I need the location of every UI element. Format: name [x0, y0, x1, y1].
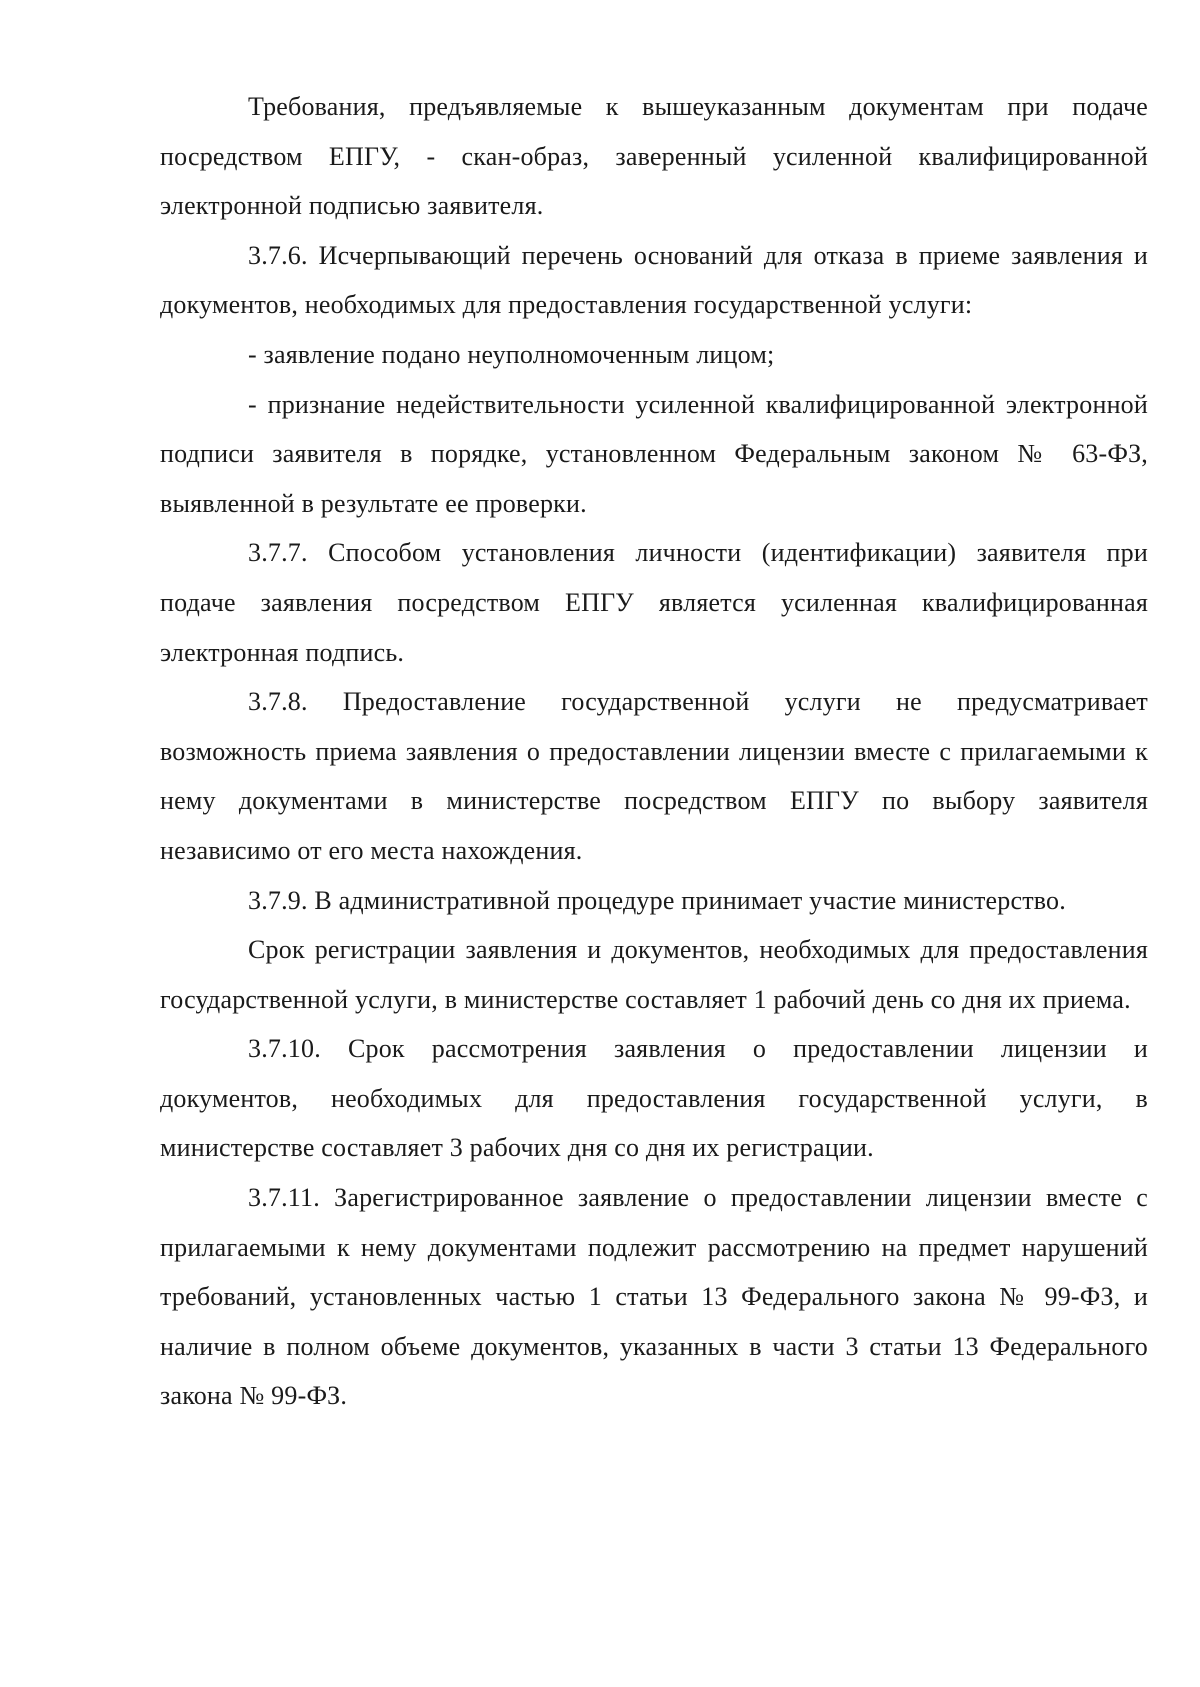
paragraph-registration-term: Срок регистрации заявления и документов, необходимых для предоставления государственной услуги, в министерстве составляет 1 рабочий день со дня их приема.	[160, 935, 1148, 1014]
paragraph-3-7-6: 3.7.6. Исчерпывающий перечень оснований для отказа в приеме заявления и документов, необходимых для предоставления государственной услуги:	[160, 240, 1148, 320]
paragraph-3-7-9: 3.7.9. В административной процедуре принимает участие министерство.	[248, 885, 1066, 915]
paragraph-refusal-item-2: - признание недействительности усиленной квалифицированной электронной подписи заявителя в порядке, установленном Федеральным законом № 63-ФЗ, выявленной в результате ее проверки.	[160, 389, 1148, 518]
paragraph-3-7-10: 3.7.10. Срок рассмотрения заявления о предоставлении лицензии и документов, необходимых для предоставления государственной услуги, в министерстве составляет 3 рабочих дня со дня их регистрации.	[160, 1034, 1148, 1163]
paragraph-requirements: Требования, предъявляемые к вышеуказанным документам при подаче посредством ЕПГУ, - скан-образ, заверенный усиленной квалифицированной электронной подписью заявителя.	[160, 92, 1148, 221]
paragraph-3-7-11: 3.7.11. Зарегистрированное заявление о предоставлении лицензии вместе с прилагаемыми к нему документами подлежит рассмотрению на предмет нарушений требований, установленных частью 1 статьи 13 Федерального закона № 99-ФЗ, и наличие в полном объеме документов, указанных в части 3 статьи 13 Федерального закона № 99-ФЗ.	[160, 1183, 1148, 1411]
paragraph-refusal-item-1: - заявление подано неуполномоченным лицом;	[248, 339, 775, 369]
document-body	[160, 82, 1148, 1421]
paragraph-3-7-8: 3.7.8. Предоставление государственной услуги не предусматривает возможность приема заявления о предоставлении лицензии вместе с прилагаемыми к нему документами в министерстве посредством ЕПГУ по выбору заявителя независимо от его места нахождения.	[160, 687, 1148, 865]
paragraph-3-7-7: 3.7.7. Способом установления личности (идентификации) заявителя при подаче заявления посредством ЕПГУ является усиленная квалифицированная электронная подпись.	[160, 538, 1148, 667]
